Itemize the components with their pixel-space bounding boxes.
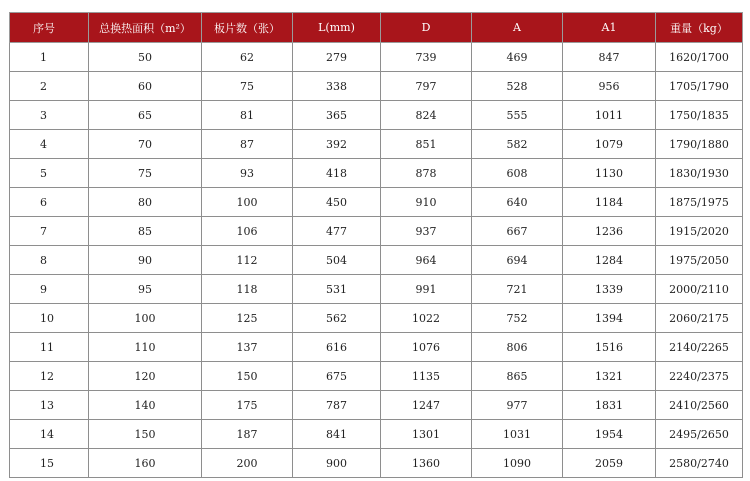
cell-length: 841	[293, 420, 381, 449]
cell-area: 120	[89, 362, 202, 391]
cell-plates: 62	[202, 43, 293, 72]
cell-a: 806	[472, 333, 563, 362]
cell-d: 964	[381, 246, 472, 275]
table-row	[10, 130, 743, 159]
cell-weight: 1790/1880	[656, 130, 743, 159]
cell-area: 65	[89, 101, 202, 130]
cell-a1: 1831	[563, 391, 656, 420]
header-cell-a: A	[472, 13, 563, 43]
cell-length: 338	[293, 72, 381, 101]
cell-d: 824	[381, 101, 472, 130]
cell-plates: 93	[202, 159, 293, 188]
cell-d: 910	[381, 188, 472, 217]
cell-a1: 1011	[563, 101, 656, 130]
cell-plates: 137	[202, 333, 293, 362]
cell-a1: 1339	[563, 275, 656, 304]
cell-a1: 1130	[563, 159, 656, 188]
cell-plates: 150	[202, 362, 293, 391]
table-row	[10, 275, 743, 304]
cell-a: 555	[472, 101, 563, 130]
cell-index: 15	[10, 449, 89, 478]
cell-a: 1090	[472, 449, 563, 478]
table-row	[10, 362, 743, 391]
cell-weight: 1975/2050	[656, 246, 743, 275]
cell-index: 8	[10, 246, 89, 275]
header-cell-length: L(mm)	[293, 13, 381, 43]
cell-plates: 75	[202, 72, 293, 101]
cell-plates: 106	[202, 217, 293, 246]
cell-index: 12	[10, 362, 89, 391]
cell-length: 531	[293, 275, 381, 304]
cell-area: 50	[89, 43, 202, 72]
cell-d: 1076	[381, 333, 472, 362]
cell-area: 75	[89, 159, 202, 188]
table-row	[10, 391, 743, 420]
cell-index: 1	[10, 43, 89, 72]
table-row	[10, 449, 743, 478]
cell-index: 10	[10, 304, 89, 333]
table-row	[10, 246, 743, 275]
cell-a1: 1954	[563, 420, 656, 449]
spec-table-container	[9, 12, 742, 478]
cell-d: 937	[381, 217, 472, 246]
cell-weight: 1875/1975	[656, 188, 743, 217]
cell-area: 140	[89, 391, 202, 420]
table-row	[10, 217, 743, 246]
cell-index: 5	[10, 159, 89, 188]
cell-area: 110	[89, 333, 202, 362]
cell-a: 694	[472, 246, 563, 275]
header-cell-weight: 重量（kg）	[656, 13, 743, 43]
header-cell-a1: A1	[563, 13, 656, 43]
spec-table	[9, 12, 743, 478]
cell-d: 878	[381, 159, 472, 188]
table-row	[10, 304, 743, 333]
cell-d: 1301	[381, 420, 472, 449]
cell-a: 977	[472, 391, 563, 420]
table-row	[10, 333, 743, 362]
cell-weight: 2000/2110	[656, 275, 743, 304]
cell-index: 11	[10, 333, 89, 362]
table-row	[10, 72, 743, 101]
cell-area: 80	[89, 188, 202, 217]
cell-length: 365	[293, 101, 381, 130]
cell-a: 640	[472, 188, 563, 217]
cell-weight: 1750/1835	[656, 101, 743, 130]
cell-plates: 100	[202, 188, 293, 217]
cell-a: 721	[472, 275, 563, 304]
table-row	[10, 159, 743, 188]
cell-length: 504	[293, 246, 381, 275]
cell-a: 1031	[472, 420, 563, 449]
cell-a: 752	[472, 304, 563, 333]
header-cell-d: D	[381, 13, 472, 43]
cell-area: 85	[89, 217, 202, 246]
cell-d: 1360	[381, 449, 472, 478]
cell-plates: 200	[202, 449, 293, 478]
cell-d: 739	[381, 43, 472, 72]
cell-a: 667	[472, 217, 563, 246]
cell-weight: 2580/2740	[656, 449, 743, 478]
header-cell-index: 序号	[10, 13, 89, 43]
cell-plates: 112	[202, 246, 293, 275]
cell-a: 469	[472, 43, 563, 72]
cell-length: 675	[293, 362, 381, 391]
cell-a1: 1516	[563, 333, 656, 362]
header-cell-plates: 板片数（张）	[202, 13, 293, 43]
cell-plates: 87	[202, 130, 293, 159]
cell-index: 3	[10, 101, 89, 130]
cell-index: 13	[10, 391, 89, 420]
cell-plates: 187	[202, 420, 293, 449]
cell-d: 797	[381, 72, 472, 101]
cell-a1: 2059	[563, 449, 656, 478]
cell-area: 90	[89, 246, 202, 275]
cell-length: 477	[293, 217, 381, 246]
header-cell-area: 总换热面积（m²）	[89, 13, 202, 43]
cell-a: 528	[472, 72, 563, 101]
cell-a1: 1236	[563, 217, 656, 246]
table-row	[10, 101, 743, 130]
cell-weight: 2240/2375	[656, 362, 743, 391]
cell-length: 450	[293, 188, 381, 217]
cell-length: 562	[293, 304, 381, 333]
cell-area: 160	[89, 449, 202, 478]
cell-plates: 118	[202, 275, 293, 304]
cell-plates: 81	[202, 101, 293, 130]
cell-a1: 1284	[563, 246, 656, 275]
table-body	[10, 43, 743, 478]
cell-weight: 2495/2650	[656, 420, 743, 449]
table-row	[10, 188, 743, 217]
cell-weight: 1705/1790	[656, 72, 743, 101]
cell-weight: 1830/1930	[656, 159, 743, 188]
cell-a: 582	[472, 130, 563, 159]
cell-d: 1022	[381, 304, 472, 333]
cell-plates: 125	[202, 304, 293, 333]
cell-index: 6	[10, 188, 89, 217]
cell-weight: 1915/2020	[656, 217, 743, 246]
cell-plates: 175	[202, 391, 293, 420]
cell-index: 7	[10, 217, 89, 246]
cell-a1: 1321	[563, 362, 656, 391]
cell-length: 418	[293, 159, 381, 188]
cell-a1: 1184	[563, 188, 656, 217]
cell-d: 1135	[381, 362, 472, 391]
header-row	[10, 13, 743, 43]
cell-length: 392	[293, 130, 381, 159]
cell-index: 4	[10, 130, 89, 159]
cell-weight: 2060/2175	[656, 304, 743, 333]
cell-area: 60	[89, 72, 202, 101]
cell-area: 150	[89, 420, 202, 449]
cell-weight: 2410/2560	[656, 391, 743, 420]
table-row	[10, 420, 743, 449]
cell-length: 616	[293, 333, 381, 362]
cell-a1: 1079	[563, 130, 656, 159]
table-row	[10, 43, 743, 72]
cell-index: 2	[10, 72, 89, 101]
cell-weight: 1620/1700	[656, 43, 743, 72]
cell-area: 95	[89, 275, 202, 304]
cell-index: 9	[10, 275, 89, 304]
cell-a: 865	[472, 362, 563, 391]
cell-d: 851	[381, 130, 472, 159]
cell-a1: 847	[563, 43, 656, 72]
cell-length: 787	[293, 391, 381, 420]
cell-weight: 2140/2265	[656, 333, 743, 362]
cell-length: 279	[293, 43, 381, 72]
cell-a1: 956	[563, 72, 656, 101]
cell-a1: 1394	[563, 304, 656, 333]
cell-d: 991	[381, 275, 472, 304]
cell-d: 1247	[381, 391, 472, 420]
cell-length: 900	[293, 449, 381, 478]
cell-a: 608	[472, 159, 563, 188]
cell-area: 70	[89, 130, 202, 159]
cell-index: 14	[10, 420, 89, 449]
cell-area: 100	[89, 304, 202, 333]
